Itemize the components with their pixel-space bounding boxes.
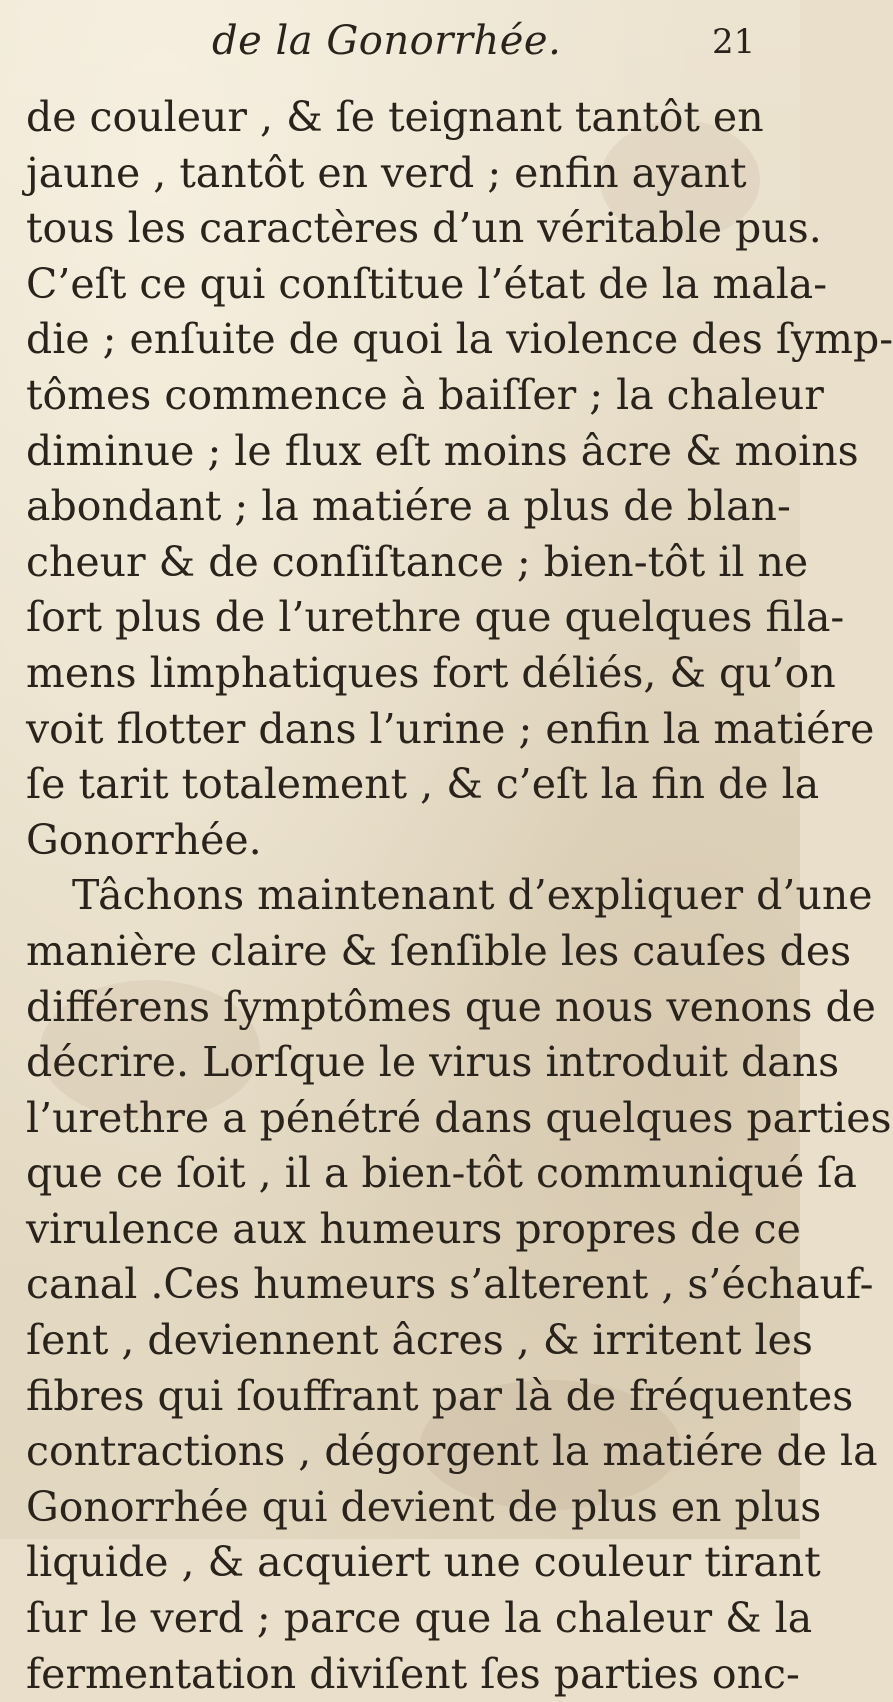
text-line: cheur & de conſiſtance ; bien-tôt il ne: [26, 537, 809, 586]
text-line: tous les caractères d’un véritable pus.: [26, 204, 822, 253]
text-line: die ; enſuite de quoi la violence des ſymp-: [26, 315, 893, 364]
text-line: décrire. Lorſque le virus introduit dans: [26, 1038, 840, 1087]
text-line: contractions , dégorgent la matiére de la: [26, 1427, 878, 1476]
text-line: ſur le verd ; parce que la chaleur & la: [26, 1594, 813, 1643]
text-line: ſort plus de l’urethre que quelques fila-: [26, 593, 845, 642]
page-header: [0, 18, 800, 68]
text-line: fibres qui ſouffrant par là de fréquentes: [26, 1371, 854, 1420]
text-line: différens ſymptômes que nous venons de: [26, 982, 876, 1031]
text-line: ſe tarit totalement , & c’eſt la fin de la: [26, 760, 820, 809]
body-text: [26, 90, 893, 1702]
paragraph-start-line: Tâchons maintenant d’expliquer d’une: [72, 871, 873, 920]
text-line: jaune , tantôt en verd ; enfin ayant: [26, 148, 747, 197]
text-line: tômes commence à baiſſer ; la chaleur: [26, 370, 824, 419]
text-line: ſent , deviennent âcres , & irritent les: [26, 1316, 813, 1365]
running-title: de la Gonorrhée.: [212, 18, 562, 64]
text-line: fermentation diviſent ſes parties onc-: [26, 1649, 800, 1698]
text-line: liquide , & acquiert une couleur tirant: [26, 1538, 821, 1587]
text-line: canal .Ces humeurs s’alterent , s’échauf-: [26, 1260, 874, 1309]
text-line: que ce ſoit , il a bien-tôt communiqué ſa: [26, 1149, 857, 1198]
page-number: 21: [712, 22, 756, 62]
text-line: voit flotter dans l’urine ; enfin la matiére: [26, 704, 875, 753]
text-line: manière claire & ſenſible les cauſes des: [26, 926, 852, 975]
text-line: Gonorrhée qui devient de plus en plus: [26, 1482, 822, 1531]
text-line: diminue ; le flux eſt moins âcre & moins: [26, 426, 859, 475]
text-line: mens limphatiques fort déliés, & qu’on: [26, 648, 836, 697]
text-line: de couleur , & ſe teignant tantôt en: [26, 93, 764, 141]
text-line: abondant ; la matiére a plus de blan-: [26, 482, 791, 531]
text-line: Gonorrhée.: [26, 815, 262, 864]
text-line: C’eſt ce qui conſtitue l’état de la mala-: [26, 259, 828, 308]
text-line: virulence aux humeurs propres de ce: [26, 1204, 801, 1253]
text-line: l’urethre a pénétré dans quelques parties: [26, 1093, 892, 1142]
